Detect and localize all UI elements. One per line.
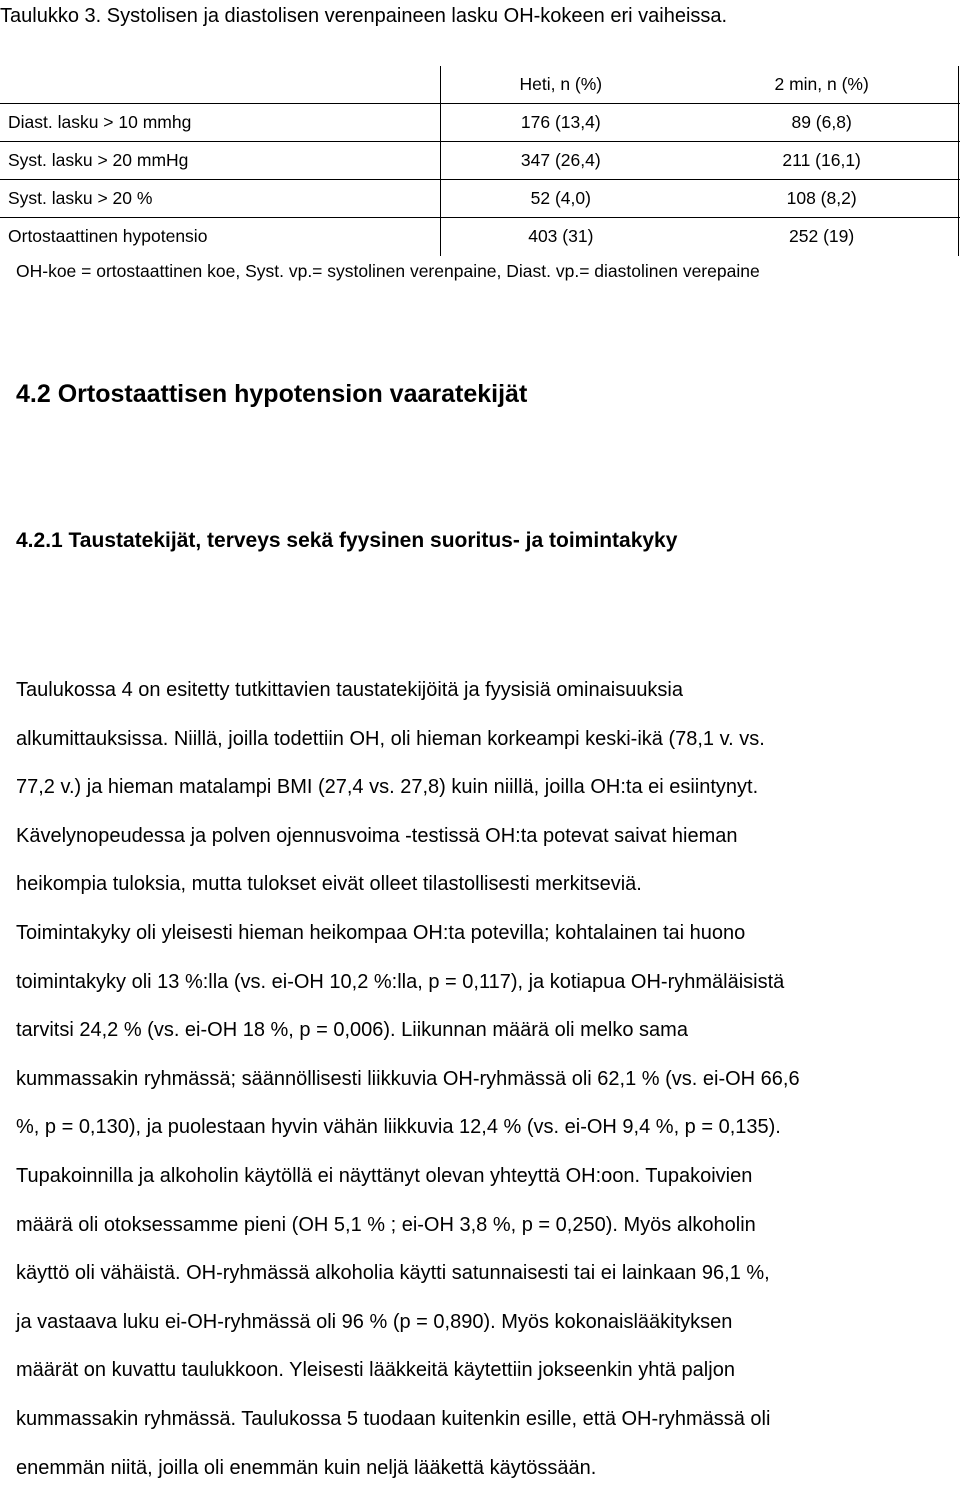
header-cell-label <box>0 66 438 104</box>
paragraph-line: toimintakyky oli 13 %:lla (vs. ei-OH 10,2 %:lla, p = 0,117), ja kotiapua OH-ryhmäläisistä <box>16 958 951 1007</box>
paragraph-line: määrät on kuvattu taulukkoon. Yleisesti lääkkeitä käytettiin jokseenkin yhtä paljon <box>16 1346 951 1395</box>
cell-heti: 52 (4,0) <box>438 180 675 218</box>
row-label: Syst. lasku > 20 % <box>0 180 438 218</box>
table-row <box>0 218 960 256</box>
paragraph-line: kummassakin ryhmässä; säännöllisesti liikkuvia OH-ryhmässä oli 62,1 % (vs. ei-OH 66,6 <box>16 1055 951 1104</box>
table-footnote: OH-koe = ortostaattinen koe, Syst. vp.= systolinen verenpaine, Diast. vp.= diastolinen verepaine <box>16 257 760 285</box>
row-label: Diast. lasku > 10 mmhg <box>0 104 438 142</box>
cell-2min: 252 (19) <box>675 218 960 256</box>
paragraph-line: tarvitsi 24,2 % (vs. ei-OH 18 %, p = 0,006). Liikunnan määrä oli melko sama <box>16 1006 951 1055</box>
paragraph-line: Tupakoinnilla ja alkoholin käytöllä ei näyttänyt olevan yhteyttä OH:oon. Tupakoivien <box>16 1152 951 1201</box>
table-row <box>0 104 960 142</box>
cell-2min: 89 (6,8) <box>675 104 960 142</box>
row-label: Ortostaattinen hypotensio <box>0 218 438 256</box>
paragraph-line: ja vastaava luku ei-OH-ryhmässä oli 96 % (p = 0,890). Myös kokonaislääkityksen <box>16 1298 951 1347</box>
paragraph-line: Taulukossa 4 on esitetty tutkittavien taustatekijöitä ja fyysisiä ominaisuuksia <box>16 666 951 715</box>
subsection-heading: 4.2.1 Taustatekijät, terveys sekä fyysinen suoritus- ja toimintakyky <box>16 526 677 556</box>
body-paragraph <box>16 666 951 1492</box>
cell-heti: 403 (31) <box>438 218 675 256</box>
table-border-right <box>958 66 959 256</box>
paragraph-line: Toimintakyky oli yleisesti hieman heikompaa OH:ta potevilla; kohtalainen tai huono <box>16 909 951 958</box>
header-cell-heti: Heti, n (%) <box>438 66 675 104</box>
header-cell-2min: 2 min, n (%) <box>675 66 960 104</box>
cell-heti: 347 (26,4) <box>438 142 675 180</box>
paragraph-line: kummassakin ryhmässä. Taulukossa 5 tuodaan kuitenkin esille, että OH-ryhmässä oli <box>16 1395 951 1444</box>
table-divider <box>440 66 441 256</box>
paragraph-line: määrä oli otoksessamme pieni (OH 5,1 % ; ei-OH 3,8 %, p = 0,250). Myös alkoholin <box>16 1201 951 1250</box>
paragraph-line: alkumittauksissa. Niillä, joilla todettiin OH, oli hieman korkeampi keski-ikä (78,1 v. vs. <box>16 715 951 764</box>
row-label: Syst. lasku > 20 mmHg <box>0 142 438 180</box>
paragraph-line: heikompia tuloksia, mutta tulokset eivät olleet tilastollisesti merkitseviä. <box>16 860 951 909</box>
paragraph-line: 77,2 v.) ja hieman matalampi BMI (27,4 vs. 27,8) kuin niillä, joilla OH:ta ei esiintynyt. <box>16 763 951 812</box>
paragraph-line: %, p = 0,130), ja puolestaan hyvin vähän liikkuvia 12,4 % (vs. ei-OH 9,4 %, p = 0,135). <box>16 1103 951 1152</box>
paragraph-line: käyttö oli vähäistä. OH-ryhmässä alkoholia käytti satunnaisesti tai ei lainkaan 96,1 %, <box>16 1249 951 1298</box>
paragraph-line: enemmän niitä, joilla oli enemmän kuin neljä lääkettä käytössään. <box>16 1444 951 1492</box>
table-header-row <box>0 66 960 104</box>
table-row <box>0 180 960 218</box>
blood-pressure-table <box>0 66 960 255</box>
section-heading: 4.2 Ortostaattisen hypotension vaaratekijät <box>16 376 527 412</box>
cell-2min: 211 (16,1) <box>675 142 960 180</box>
paragraph-line: Kävelynopeudessa ja polven ojennusvoima -testissä OH:ta potevat saivat hieman <box>16 812 951 861</box>
cell-heti: 176 (13,4) <box>438 104 675 142</box>
table-caption: Taulukko 3. Systolisen ja diastolisen verenpaineen lasku OH-kokeen eri vaiheissa. <box>0 2 727 30</box>
cell-2min: 108 (8,2) <box>675 180 960 218</box>
table-row <box>0 142 960 180</box>
